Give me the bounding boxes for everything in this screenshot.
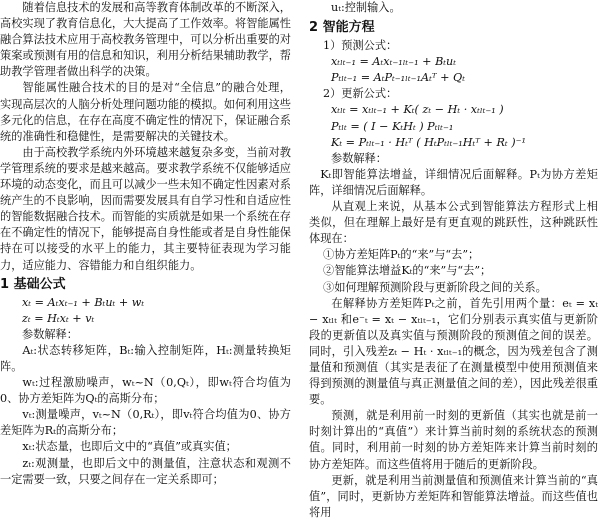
left-column bbox=[0, 0, 291, 488]
param-label: 参数解释： bbox=[22, 327, 78, 341]
intuition-paragraph: 从直观上来说，从基本公式到智能算法方程形式上相类似，但在理解上最好是有更直观的跳跃性，这种跳跃性体现在： bbox=[309, 200, 598, 246]
param-measurement-noise: vₜ:测量噪声，vₜ~N（0,Rₜ），即vₜ符合均值为0、协方差矩阵为Rₜ的高斯分布； bbox=[0, 408, 291, 438]
list-item: ③如何理解预测阶段与更新阶段之间的关系。 bbox=[323, 280, 547, 294]
param-state: xₜ:状态量，也即后文中的“真值”或真实值； bbox=[22, 440, 237, 454]
section-2-heading: 2 智能方程 bbox=[309, 20, 375, 36]
intro-paragraph-2: 智能属性融合技术的目的是对“全信息”的融合处理，实现高层次的人脑分析处理问题功能的模拟。如何利用这些多元化的信息，在存在高度不确定性的情况下，保证融合系统的准确性和稳健性，是需要解决的关键技术。 bbox=[0, 81, 291, 143]
update-paragraph: 更新，就是利用当前测量值和预测值来计算当前的“真值”，同时，更新协方差矩阵和智能算法增益。而这些值也将用 bbox=[309, 473, 598, 519]
predict-paragraph: 预测，就是利用前一时刻的更新值（其实也就是前一时刻计算出的“真值”）来计算当前时刻的系统状态的预测值。同时，利用前一时刻的协方差矩阵来计算当前时刻的协方差矩阵。而这些值将用于随后的更新阶段。 bbox=[309, 409, 598, 471]
state-equation: xₜ = Aₜxₜ₋₁ + Bₜuₜ + wₜ bbox=[22, 295, 145, 309]
covariance-paragraph: 在解释协方差矩阵Pₜ之前，首先引用两个量：eₜ = xₜ − xₜₗₜ 和e⁻ₜ = xₜ − xₜₗₜ₋₁，它们分别表示真实值与更新阶段的更新值以及真实值与预测阶段的预测值之间的误差。同时，引入残差zₜ − Hₜ · xₜₗₜ₋₁的概念，因为残差包含了测量值和预测值（其实是表征了在测量模型中使用预测值来得到预测的测量值与真正测量值之间的差），因此残差很重要。 bbox=[309, 296, 598, 407]
gain-explanation: Kₜ即智能算法增益，详细情况后面解释。Pₜ为协方差矩阵，详细情况后面解释。 bbox=[309, 167, 598, 197]
predict-label: 1）预测公式： bbox=[323, 39, 398, 53]
observation-equation: zₜ = Hₜxₜ + vₜ bbox=[22, 311, 95, 325]
gain-equation: Kₜ = Pₜₗₜ₋₁ · Hₜᵀ ( HₜPₜₗₜ₋₁Hₜᵀ + Rₜ )⁻¹ bbox=[331, 135, 526, 149]
list-item: ①协方差矩阵Pₜ的“来”与“去”； bbox=[323, 248, 480, 262]
param-observation: zₜ:观测量，也即后文中的测量值，注意状态和观测不一定需要一致，只要之间存在一定关系即可； bbox=[0, 456, 291, 486]
list-item: ②智能算法增益Kₜ的“来”与“去”； bbox=[323, 264, 492, 278]
update-covariance-equation: Pₜₗₜ = ( I − KₜHₜ ) Pₜₗₜ₋₁ bbox=[331, 119, 454, 133]
param-matrices: Aₜ:状态转移矩阵，Bₜ:输入控制矩阵，Hₜ:测量转换矩阵。 bbox=[0, 343, 291, 373]
control-input-line: uₜ:控制输入。 bbox=[331, 1, 401, 14]
right-column bbox=[309, 0, 598, 521]
section-1-heading: 1 基础公式 bbox=[0, 276, 66, 292]
param-label-2: 参数解释： bbox=[331, 151, 387, 165]
predict-covariance-equation: Pₜₗₜ₋₁ = AₜPₜ₋₁ₗₜ₋₁Aₜᵀ + Qₜ bbox=[331, 71, 465, 85]
predict-state-equation: xₜₗₜ₋₁ = Aₜxₜ₋₁ₗₜ₋₁ + Bₜuₜ bbox=[331, 55, 457, 69]
update-state-equation: xₜₗₜ = xₜₗₜ₋₁ + Kₜ( zₜ − Hₜ · xₜₗₜ₋₁ ) bbox=[331, 103, 504, 117]
intro-paragraph-1: 随着信息技术的发展和高等教育体制改革的不断深入，高校实现了教育信息化，大大提高了工作效率。将智能属性融合算法技术应用于高校教务管理中，可以分析出重要的对策案或预测有用的信息和知识，利用分析结果辅助教学，帮助教学管理者做出科学的决策。 bbox=[0, 1, 291, 79]
param-process-noise: wₜ:过程激励噪声，wₜ~N（0,Qₜ），即wₜ符合均值为0、协方差矩阵为Qₜ的高斯分布； bbox=[0, 376, 291, 406]
update-label: 2）更新公式： bbox=[323, 87, 398, 101]
intro-paragraph-3: 由于高校教学系统内外环境越来越复杂多变，当前对教学管理系统的要求是越来越高。要求教学系统不仅能够适应环境的动态变化，而且可以减少一些未知不确定性因素对系统产生的不良影响，因而需要发展具有自学习性和自适应性的智能数据融合技术。而智能的实质就是如果一个系统在存在不确定性的情况下，能够提高自身性能或者是自身性能保持在可以接受的水平上的能力，其主要特征表现为学习能力，适应能力、容错能力和自组织能力。 bbox=[0, 145, 291, 272]
